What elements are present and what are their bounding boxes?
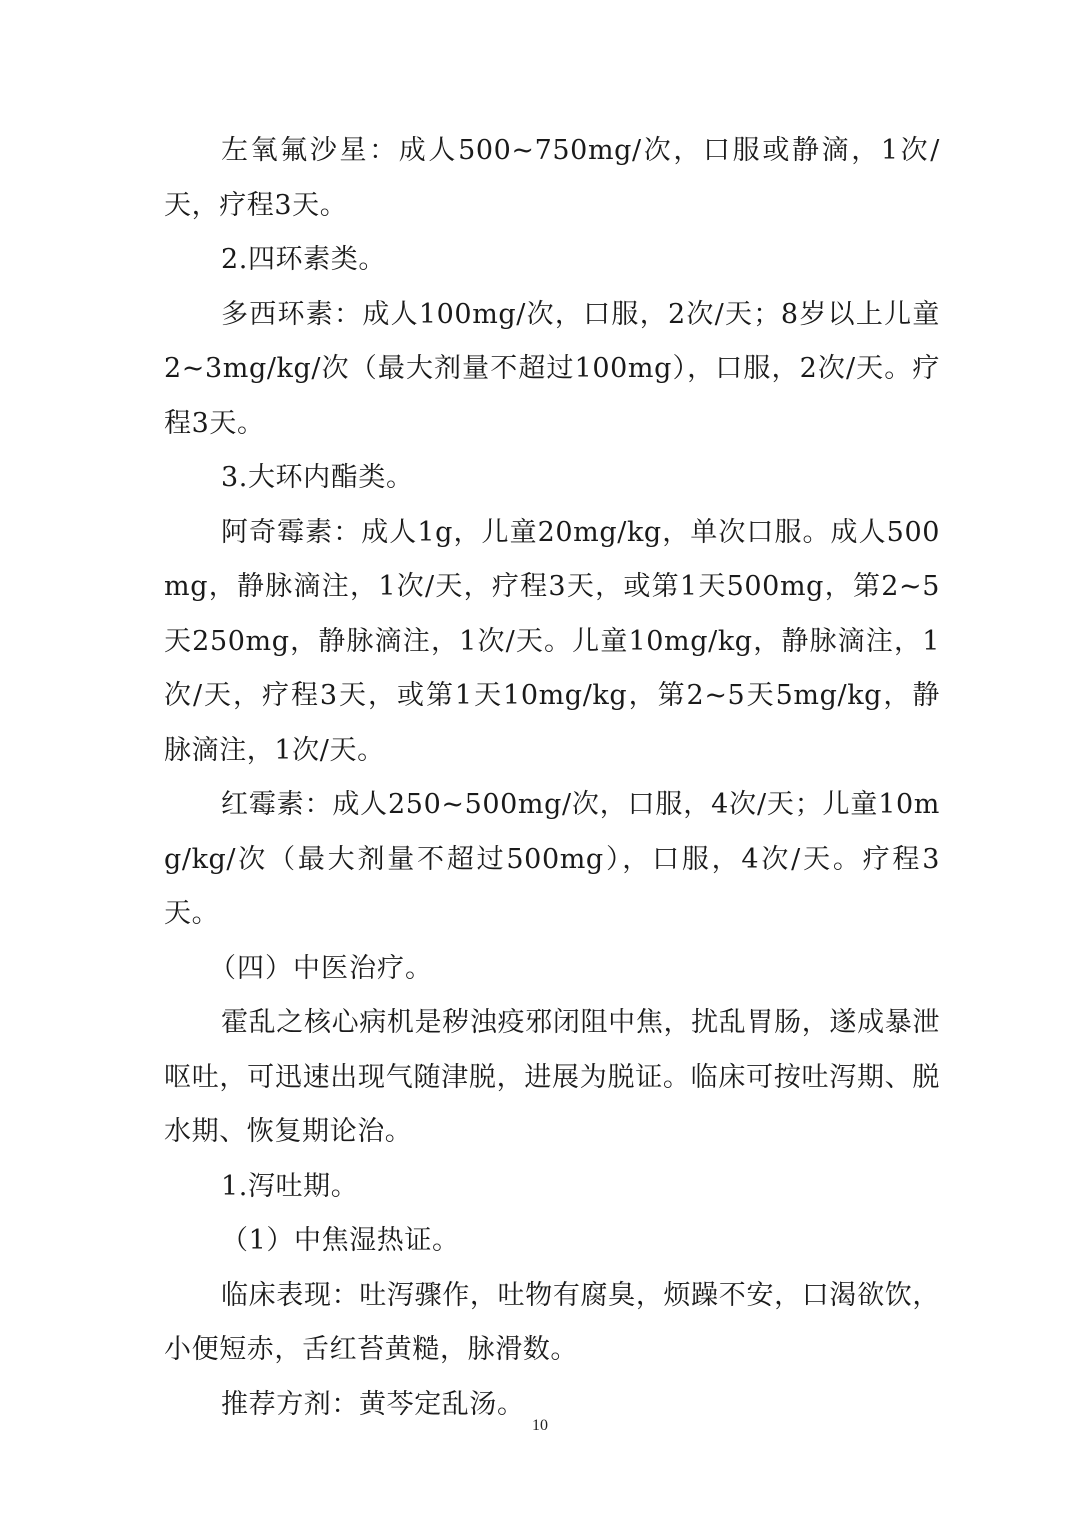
heading-tetracyclines: 2.四环素类。 [221, 244, 386, 275]
paragraph-erythromycin: 红霉素：成人250~500mg/次，口服，4次/天；儿童10mg/kg/次（最大剂量不超过500mg），口服，4次/天。疗程3天。 [164, 789, 940, 929]
paragraph-tcm-pathogenesis: 霍乱之核心病机是秽浊疫邪闭阻中焦，扰乱胃肠，遂成暴泄呕吐，可迅速出现气随津脱，进展为脱证。临床可按吐泻期、脱水期、恢复期论治。 [164, 1007, 940, 1147]
page-number: 10 [532, 1417, 548, 1434]
paragraph-doxycycline: 多西环素：成人100mg/次，口服，2次/天；8岁以上儿童2~3mg/kg/次（最大剂量不超过100mg），口服，2次/天。疗程3天。 [164, 298, 940, 439]
heading-macrolides: 3.大环内酯类。 [221, 462, 414, 493]
heading-diarrhea-vomiting-stage: 1.泻吐期。 [221, 1170, 359, 1202]
paragraph-clinical-manifestations: 临床表现：吐泻骤作，吐物有腐臭，烦躁不安，口渴欲饮，小便短赤，舌红苔黄糙，脉滑数。 [164, 1279, 940, 1365]
paragraph-levofloxacin: 左氧氟沙星：成人500~750mg/次，口服或静滴，1次/天，疗程3天。 [164, 135, 940, 221]
section-heading-tcm-treatment: （四）中医治疗。 [209, 952, 433, 984]
page-body [164, 124, 940, 1432]
paragraph-azithromycin: 阿奇霉素：成人1g，儿童20mg/kg，单次口服。成人500mg，静脉滴注，1次/天，疗程3天，或第1天500mg，第2~5天250mg，静脉滴注，1次/天。儿童10mg/kg，静脉滴注，1次/天，疗程3天，或第1天10mg/kg，第2~5天5mg/kg，静脉滴注，1次/天。 [164, 516, 940, 766]
heading-damp-heat-syndrome: （1）中焦湿热证。 [221, 1225, 460, 1256]
paragraph-recommended-prescription: 推荐方剂：黄芩定乱汤。 [221, 1388, 525, 1420]
